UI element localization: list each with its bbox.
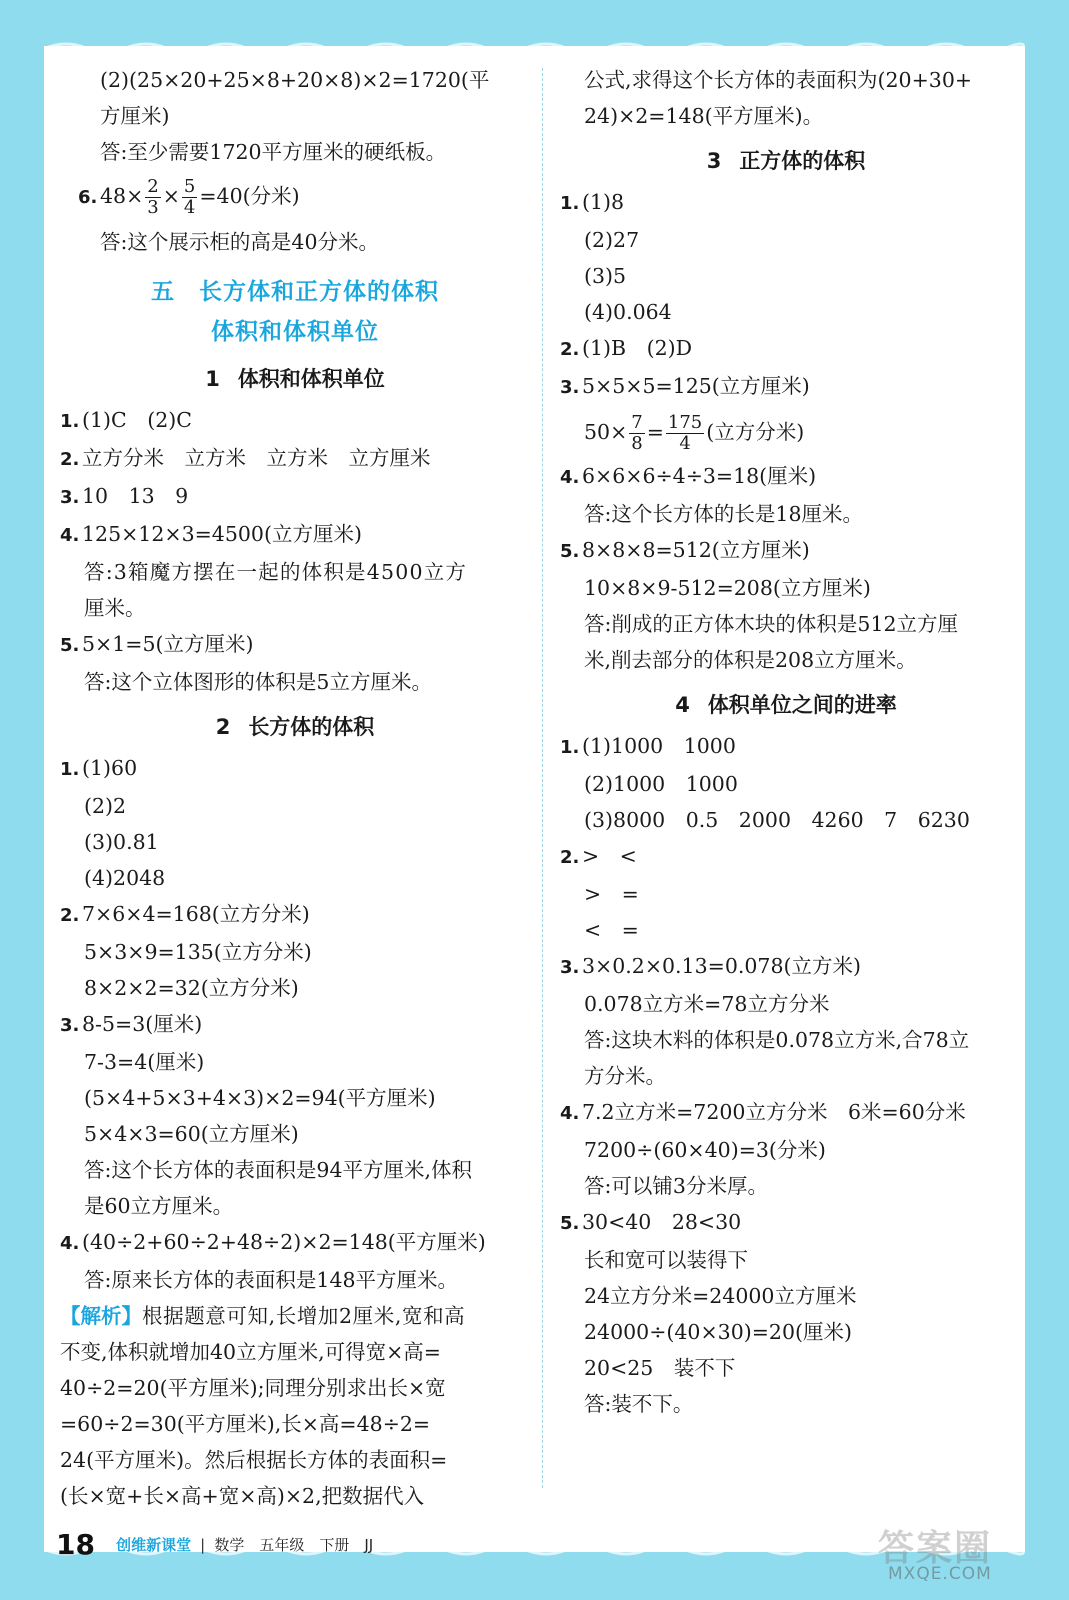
fraction-line (560, 406, 1012, 458)
text-line: 3. (60, 487, 80, 508)
text-line: 1 (205, 367, 220, 391)
text-line (560, 1094, 1012, 1132)
text-line: × (162, 184, 180, 208)
analysis-block (60, 1298, 530, 1334)
text-line (560, 948, 1012, 986)
text-line: 3. (60, 1015, 80, 1036)
text-line: (1)C (2)C (82, 408, 192, 432)
text-line: | (200, 1535, 206, 1554)
text-line: 5×3×9=135(立方分米) (84, 940, 312, 964)
text-line: 答:这块木料的体积是0.078立方米,合78立 (584, 1028, 970, 1052)
text-line: 答:原来长方体的表面积是148平方厘米。 (84, 1268, 459, 1292)
text-line (560, 368, 1012, 406)
text-line (560, 458, 1012, 496)
text-line: (立方分米) (706, 420, 805, 444)
text-line: 7.2立方米=7200立方分米 6米=60分米 (582, 1100, 966, 1124)
text-line: (长×宽+长×高+宽×高)×2,把数据代入 (60, 1484, 425, 1508)
text-line: > = (584, 882, 639, 906)
text-line: 7 (631, 412, 643, 433)
text-line: 10 13 9 (82, 484, 189, 508)
text-line: 5×4×3=60(立方厘米) (84, 1122, 299, 1146)
text-line: 答:这个长方体的表面积是94平方厘米,体积 (84, 1158, 473, 1182)
text-line: 2. (560, 847, 580, 868)
text-line: 4. (560, 1103, 580, 1124)
section-heading (60, 358, 530, 400)
text-line (560, 1204, 1012, 1242)
text-line: 根据题意可知,长增加2厘米,宽和高 (142, 1304, 466, 1328)
text-line (60, 1224, 530, 1262)
text-line: (4)0.064 (584, 300, 672, 324)
answer-line: 答:这个展示柜的高是40分米。 (100, 230, 379, 254)
text-line: 5×5×5=125(立方厘米) (582, 374, 810, 398)
page-number: 18 (56, 1528, 95, 1561)
text-line (560, 838, 1012, 876)
text-line: 厘米。 (84, 596, 146, 620)
text-line: 2. (60, 449, 80, 470)
text-line: 答:这个立体图形的体积是5立方厘米。 (84, 670, 432, 694)
text-line: 5 (183, 176, 196, 197)
text-line (560, 728, 1012, 766)
answer-page (46, 48, 1023, 1550)
text-line: 3 (147, 197, 159, 218)
text-line (560, 184, 1012, 222)
text-line: 5. (60, 635, 80, 656)
text-line: 1. (560, 737, 580, 758)
text-line: 体积和体积单位 (237, 367, 385, 391)
text-line: 答:削成的正方体木块的体积是512立方厘 (584, 612, 959, 636)
text-line (60, 750, 530, 788)
text-line (60, 440, 530, 478)
page-footer (56, 1528, 373, 1568)
text-line: 0.078立方米=78立方分米 (584, 992, 830, 1016)
text-line: (1)8 (582, 190, 625, 214)
text-line: 7200÷(60×40)=3(分米) (584, 1138, 826, 1162)
text-line: 24(平方厘米)。然后根据长方体的表面积= (60, 1448, 448, 1472)
text-line: =60÷2=30(平方厘米),长×高=48÷2= (60, 1412, 431, 1436)
text-line: 长方体的体积 (248, 715, 375, 739)
section-heading (60, 706, 530, 748)
text-line: 8 (631, 433, 643, 454)
text-line: 是60立方厘米。 (84, 1194, 234, 1218)
watermark-url: MXQE.COM (888, 1564, 992, 1584)
text-line: 1. (60, 411, 80, 432)
text-line: 答:3箱魔方摆在一起的体积是4500立方 (84, 560, 468, 584)
text-line: (2)27 (584, 228, 640, 252)
text-line: 3. (560, 957, 580, 978)
text-line: 正方体的体积 (739, 149, 866, 173)
text-line: 4 (675, 693, 690, 717)
text-line: 175 (667, 412, 703, 433)
text-line: 7×6×4=168(立方分米) (82, 902, 310, 926)
text-line (60, 1006, 530, 1044)
text-line: 50× (584, 420, 628, 444)
text-line: 8×2×2=32(立方分米) (84, 976, 299, 1000)
text-line: 125×12×3=4500(立方厘米) (82, 522, 362, 546)
text-line: 方分米。 (584, 1064, 666, 1088)
text-line: (1)60 (82, 756, 138, 780)
text-line: 3 (706, 149, 722, 173)
continued-line: 公式,求得这个长方体的表面积为(20+30+ (584, 68, 973, 92)
text-line: (40÷2+60÷2+48÷2)×2=148(平方厘米) (82, 1230, 486, 1254)
text-line: 5×1=5(立方厘米) (82, 632, 254, 656)
text-line: 20<25 装不下 (584, 1356, 736, 1380)
text-line: 8×8×8=512(立方厘米) (582, 538, 810, 562)
section-heading (560, 140, 1012, 182)
text-line (560, 532, 1012, 570)
text-line: 5. (560, 1213, 580, 1234)
text-line: 30<40 28<30 (582, 1210, 742, 1234)
text-line: 40÷2=20(平方厘米);同理分别求出长×宽 (60, 1376, 446, 1400)
text-line: 4. (60, 1233, 80, 1254)
text-line: 答:装不下。 (584, 1392, 694, 1416)
text-line: (4)2048 (84, 866, 166, 890)
text-line: < = (584, 918, 639, 942)
right-column (560, 62, 1012, 1422)
text-line: 1. (560, 193, 580, 214)
continued-line: 方厘米) (100, 104, 170, 128)
text-line (60, 402, 530, 440)
text-line: 6×6×6÷4÷3=18(厘米) (582, 464, 817, 488)
text-line: 2 (147, 176, 159, 197)
question-6 (60, 170, 530, 224)
text-line (60, 896, 530, 934)
text-line: 48× (100, 184, 144, 208)
text-line: 24立方分米=24000立方厘米 (584, 1284, 857, 1308)
text-line: 答:可以铺3分米厚。 (584, 1174, 768, 1198)
text-line: 3. (560, 377, 580, 398)
text-line: 4. (560, 467, 580, 488)
text-line: 长和宽可以装得下 (584, 1248, 748, 1272)
text-line: 24000÷(40×30)=20(厘米) (584, 1320, 852, 1344)
text-line: = (646, 420, 664, 444)
text-line: > < (582, 844, 637, 868)
text-line: (3)0.81 (84, 830, 159, 854)
text-line: 8-5=3(厘米) (82, 1012, 203, 1036)
question-number: 6. (78, 187, 98, 208)
text-line (560, 330, 1012, 368)
text-line: 2 (215, 715, 231, 739)
unit-title: 五 长方体和正方体的体积 (151, 279, 439, 305)
left-column (60, 62, 530, 1514)
text-line: (2)2 (84, 794, 127, 818)
text-line: 立方分米 立方米 立方米 立方厘米 (82, 446, 431, 470)
text-line: 4 (183, 197, 196, 218)
text-line: 7-3=4(厘米) (84, 1050, 205, 1074)
analysis-tag: 【解析】 (60, 1304, 142, 1328)
text-line: 2. (560, 339, 580, 360)
fraction (666, 413, 704, 454)
text-line: 10×8×9-512=208(立方厘米) (584, 576, 871, 600)
brand-name: 创维新课堂 (116, 1536, 192, 1554)
section-heading (560, 684, 1012, 726)
unit-subtitle: 体积和体积单位 (211, 319, 379, 345)
text-line: (1)B (2)D (582, 336, 693, 360)
continued-line: (2)(25×20+25×8+20×8)×2=1720(平 (100, 68, 490, 92)
text-line: 体积单位之间的进率 (707, 693, 897, 717)
text-line: (1)1000 1000 (582, 734, 736, 758)
text-line: 1. (60, 759, 80, 780)
fraction (629, 413, 644, 454)
text-line: 2. (60, 905, 80, 926)
column-divider (542, 68, 543, 1488)
text-line: 不变,体积就增加40立方厘米,可得宽×高= (60, 1340, 441, 1364)
text-line (60, 626, 530, 664)
text-line: (5×4+5×3+4×3)×2=94(平方厘米) (84, 1086, 436, 1110)
continued-line: 24)×2=148(平方厘米)。 (584, 104, 824, 128)
text-line (60, 478, 530, 516)
text-line: (2)1000 1000 (584, 772, 738, 796)
answer-line: 答:至少需要1720平方厘米的硬纸板。 (100, 140, 447, 164)
text-line: (3)5 (584, 264, 627, 288)
fraction (145, 177, 160, 218)
text-line: 3×0.2×0.13=0.078(立方米) (582, 954, 862, 978)
watermark-logo (878, 1520, 1028, 1590)
text-line: (3)8000 0.5 2000 4260 7 6230 (584, 808, 970, 832)
book-info: 数学 五年级 下册 JJ (214, 1536, 374, 1554)
text-line (60, 516, 530, 554)
text-line: =40(分米) (199, 184, 300, 208)
text-line: 答:这个长方体的长是18厘米。 (584, 502, 863, 526)
text-line: 4 (679, 433, 691, 454)
text-line: 答案圈 (878, 1528, 993, 1569)
fraction (182, 177, 197, 218)
text-line: 5. (560, 541, 580, 562)
text-line: 米,削去部分的体积是208立方厘米。 (584, 648, 917, 672)
text-line: 4. (60, 525, 80, 546)
